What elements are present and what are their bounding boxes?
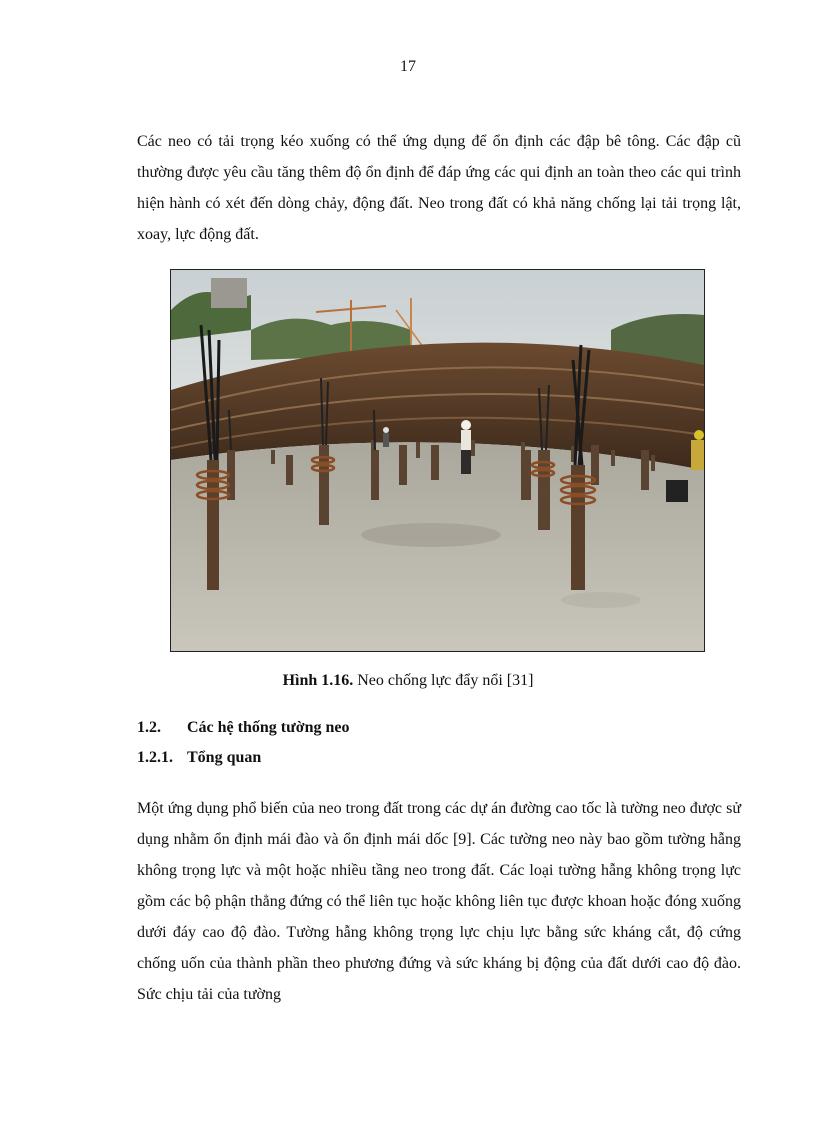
section-heading [137,719,349,737]
body-paragraph: Một ứng dụng phổ biến của neo trong đất trong các dự án đường cao tốc là tường neo được sử dụng nhằm ổn định mái đào và ổn định mái dốc [9]. Các tường neo này bao gồm tường hẫng không trọng lực và một hoặc nhiều tầng neo trong đất. Các loại tường hẫng không trọng lực gồm các bộ phận thẳng đứng có thể liên tục hoặc không liên tục được khoan hoặc đóng xuống dưới đáy cao độ đào. Tường hẫng không trọng lực chịu lực bằng sức kháng cắt, độ cứng chống uốn của thành phần theo phương đứng và sức kháng bị động của đất dưới cao độ đào. Sức chịu tải của tường [137,800,741,1003]
construction-site-photo [171,270,704,651]
figure-caption [0,672,816,690]
figure-caption-label: Hình 1.16. [282,672,354,689]
subsection-title: Tổng quan [187,749,262,766]
figure-caption-text: Neo chống lực đẩy nổi [31] [353,672,534,689]
body-paragraph: Các neo có tải trọng kéo xuống có thể ứng dụng để ổn định các đập bê tông. Các đập cũ thường được yêu cầu tăng thêm độ ổn định để đáp ứng các qui định an toàn theo các qui trình hiện hành có xét đến dòng chảy, động đất. Neo trong đất có khả năng chống lại tải trọng lật, xoay, lực động đất. [137,133,741,243]
figure-photo-anchors [170,269,705,652]
subsection-number: 1.2.1. [137,749,173,766]
section-title: Các hệ thống tường neo [187,719,350,736]
subsection-heading [137,749,261,767]
page-number: 17 [400,58,416,75]
section-number: 1.2. [137,719,161,736]
